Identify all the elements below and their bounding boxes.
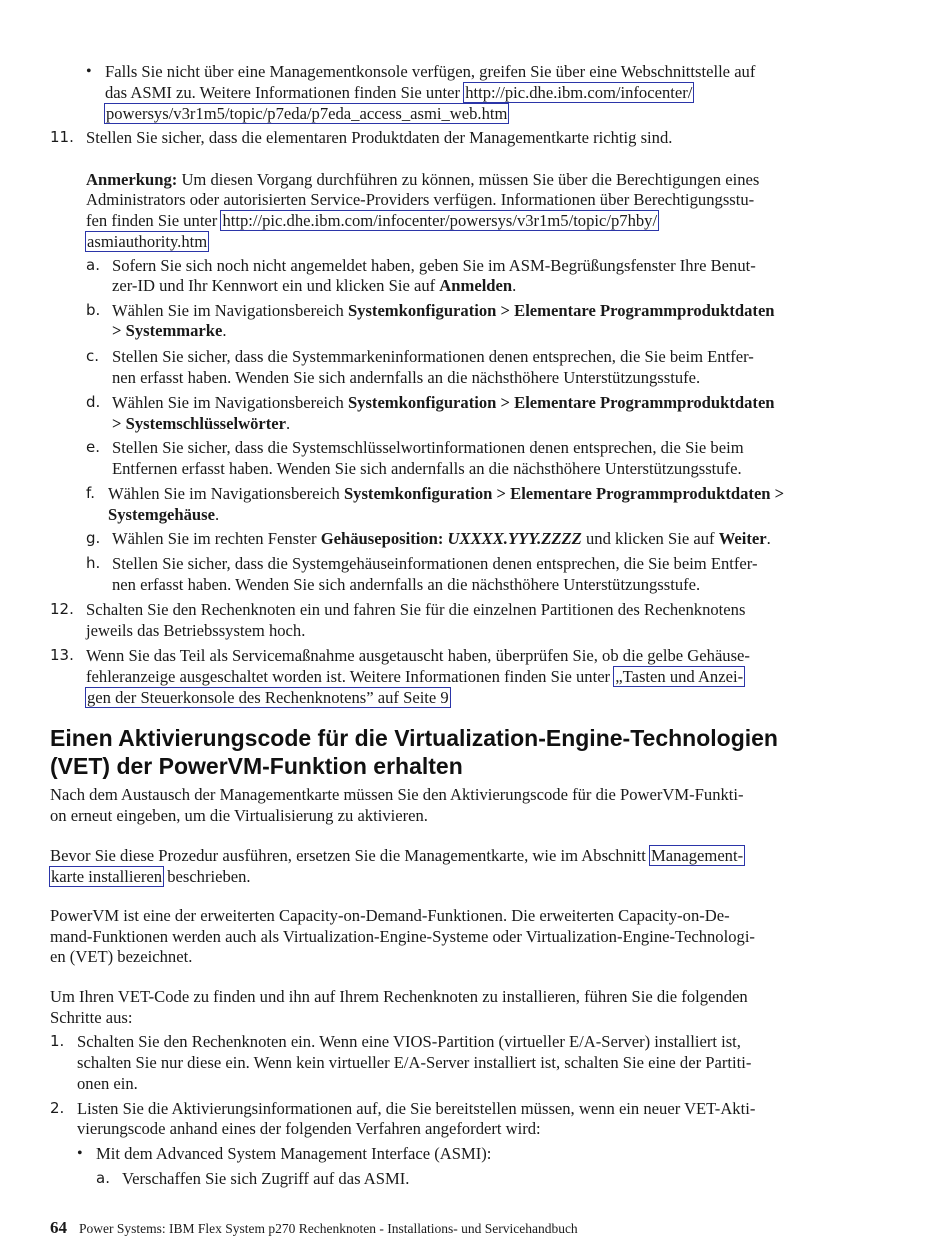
bullet-text-line: Mit dem Advanced System Management Interface (ASMI):	[96, 1144, 492, 1163]
sub-letter: a.	[86, 256, 100, 274]
bullet-text-line	[105, 103, 508, 124]
sub-letter: f.	[86, 484, 95, 502]
sub-letter: h.	[86, 554, 101, 572]
sub-letter: a.	[96, 1169, 110, 1187]
note-line	[86, 231, 208, 252]
sub-text: Wählen Sie im rechten Fenster Gehäuseposition: UXXXX.YYY.ZZZZ und klicken Sie auf Weiter.	[112, 529, 771, 548]
step-text: Listen Sie die Aktivierungsinformationen auf, die Sie bereitstellen müssen, wenn ein neuer VET-Akti-	[77, 1099, 756, 1118]
step-number: 2.	[50, 1099, 65, 1117]
step-text: jeweils das Betriebssystem hoch.	[86, 621, 306, 640]
sub-text: nen erfasst haben. Wenden Sie sich andernfalls an die nächsthöhere Unterstützungsstufe.	[112, 575, 701, 594]
sub-text: zer-ID und Ihr Kennwort ein und klicken Sie auf Anmelden.	[112, 276, 517, 295]
sub-text: Verschaffen Sie sich Zugriff auf das ASMI.	[122, 1169, 410, 1188]
step-text: Schalten Sie den Rechenknoten ein und fahren Sie für die einzelnen Partitionen des Rechenknotens	[86, 600, 746, 619]
bullet-text-line: Falls Sie nicht über eine Managementkonsole verfügen, greifen Sie über eine Webschnittstelle auf	[105, 62, 756, 81]
step-text: fehleranzeige ausgeschaltet worden ist. Weitere Informationen finden Sie unter „Tasten und Anzei-	[86, 667, 744, 686]
bullet-text-line: das ASMI zu. Weitere Informationen finden Sie unter http://pic.dhe.ibm.com/infocenter/	[105, 83, 693, 102]
sub-text: Systemgehäuse.	[108, 505, 220, 524]
control-panel-link[interactable]: „Tasten und Anzei-	[615, 667, 744, 686]
paragraph-line: Bevor Sie diese Prozedur ausführen, ersetzen Sie die Managementkarte, wie im Abschnitt Management-	[50, 846, 744, 865]
section-heading: Einen Aktivierungscode für die Virtualization-Engine-Technologien (VET) der PowerVM-Funktion erhalten	[50, 725, 778, 779]
control-panel-link-cont[interactable]: gen der Steuerkonsole des Rechenknotens” auf Seite 9	[87, 688, 449, 707]
sub-text: Wählen Sie im Navigationsbereich Systemkonfiguration > Elementare Programmproduktdaten	[112, 301, 775, 320]
authority-link-cont[interactable]: asmiauthority.htm	[87, 232, 208, 251]
note-line: fen finden Sie unter http://pic.dhe.ibm.com/infocenter/powersys/v3r1m5/topic/p7hby/	[86, 211, 658, 230]
sub-letter: d.	[86, 393, 101, 411]
sub-text: > Systemschlüsselwörter.	[112, 414, 291, 433]
paragraph-line: Nach dem Austausch der Managementkarte müssen Sie den Aktivierungscode für die PowerVM-Funkti-	[50, 785, 744, 804]
paragraph-line: en (VET) bezeichnet.	[50, 947, 193, 966]
paragraph-line: PowerVM ist eine der erweiterten Capacity-on-Demand-Funktionen. Die erweiterten Capacity-on-De-	[50, 906, 730, 925]
sub-text: Stellen Sie sicher, dass die Systemmarkeninformationen denen entsprechen, die Sie beim Entfer-	[112, 347, 754, 366]
step-text: Stellen Sie sicher, dass die elementaren Produktdaten der Managementkarte richtig sind.	[86, 128, 673, 147]
page-footer	[50, 1218, 578, 1239]
step-number: 12.	[50, 600, 74, 618]
book-title: Power Systems: IBM Flex System p270 Rechenknoten - Installations- und Servicehandbuch	[79, 1221, 578, 1236]
note-line: Anmerkung: Um diesen Vorgang durchführen zu können, müssen Sie über die Berechtigungen eines	[86, 170, 760, 189]
install-card-link[interactable]: Management-	[650, 846, 744, 865]
step-text: Wenn Sie das Teil als Servicemaßnahme ausgetauscht haben, überprüfen Sie, ob die gelbe Gehäuse-	[86, 646, 750, 665]
step-number: 13.	[50, 646, 74, 664]
sub-text: Wählen Sie im Navigationsbereich Systemkonfiguration > Elementare Programmproduktdaten >	[108, 484, 785, 503]
bullet-mark: •	[86, 63, 92, 80]
step-number: 11.	[50, 128, 74, 146]
sub-letter: c.	[86, 347, 100, 365]
sub-text: Entfernen erfasst haben. Wenden Sie sich andernfalls an die nächsthöhere Unterstützungsstufe.	[112, 459, 742, 478]
paragraph-line: Um Ihren VET-Code zu finden und ihn auf Ihrem Rechenknoten zu installieren, führen Sie die folgenden	[50, 987, 748, 1006]
sub-text: Sofern Sie sich noch nicht angemeldet haben, geben Sie im ASM-Begrüßungsfenster Ihre Benut-	[112, 256, 756, 275]
sub-text: Stellen Sie sicher, dass die Systemschlüsselwortinformationen denen entsprechen, die Sie beim	[112, 438, 744, 457]
sub-letter: b.	[86, 301, 101, 319]
paragraph-line: karte installieren beschrieben.	[51, 867, 251, 886]
sub-letter: g.	[86, 529, 101, 547]
sub-letter: e.	[86, 438, 100, 456]
asmi-web-link[interactable]: http://pic.dhe.ibm.com/infocenter/	[465, 83, 693, 102]
sub-text: > Systemmarke.	[112, 321, 227, 340]
note-label: Anmerkung:	[86, 170, 178, 189]
asmi-web-link-cont[interactable]: powersys/v3r1m5/topic/p7eda/p7eda_access_asmi_web.htm	[106, 104, 508, 123]
paragraph-line: on erneut eingeben, um die Virtualisierung zu aktivieren.	[50, 806, 428, 825]
step-number: 1.	[50, 1032, 65, 1050]
step-text: schalten Sie nur diese ein. Wenn kein virtueller E/A-Server installiert ist, schalten Sie eine der Partiti-	[77, 1053, 752, 1072]
sub-text: Stellen Sie sicher, dass die Systemgehäuseinformationen denen entsprechen, die Sie beim Entfer-	[112, 554, 758, 573]
sub-text: nen erfasst haben. Wenden Sie sich andernfalls an die nächsthöhere Unterstützungsstufe.	[112, 368, 701, 387]
step-text: Schalten Sie den Rechenknoten ein. Wenn eine VIOS-Partition (virtueller E/A-Server) installiert ist,	[77, 1032, 741, 1051]
step-text: onen ein.	[77, 1074, 138, 1093]
sub-text: Wählen Sie im Navigationsbereich Systemkonfiguration > Elementare Programmproduktdaten	[112, 393, 775, 412]
install-card-link-cont[interactable]: karte installieren	[51, 867, 163, 886]
page-number: 64	[50, 1218, 67, 1237]
step-text	[86, 687, 450, 708]
authority-link[interactable]: http://pic.dhe.ibm.com/infocenter/powersys/v3r1m5/topic/p7hby/	[222, 211, 658, 230]
paragraph-line: mand-Funktionen werden auch als Virtualization-Engine-Systeme oder Virtualization-Engine-Technologi-	[50, 927, 755, 946]
step-text: vierungscode anhand eines der folgenden Verfahren angefordert wird:	[77, 1119, 541, 1138]
paragraph-line: Schritte aus:	[50, 1008, 133, 1027]
note-line: Administrators oder autorisierten Service-Providers verfügen. Informationen über Berechtigungsstu-	[86, 190, 755, 209]
bullet-mark: •	[77, 1145, 83, 1162]
